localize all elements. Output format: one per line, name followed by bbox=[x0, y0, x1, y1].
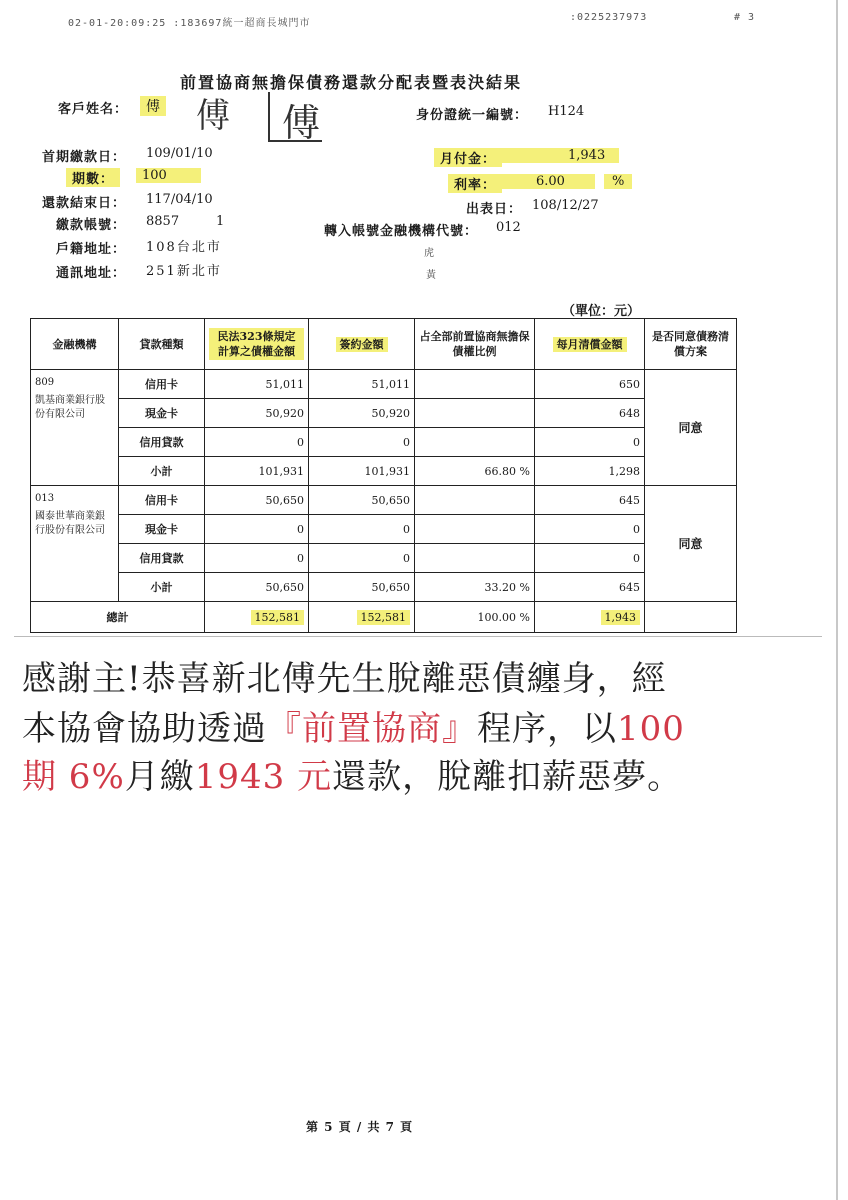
account-value: 8857 bbox=[146, 214, 180, 229]
banner-highlight-rate: 期 6% bbox=[22, 757, 125, 797]
header-monthly-text: 每月清償金額 bbox=[553, 337, 627, 352]
issue-date-value: 108/12/27 bbox=[532, 198, 599, 213]
fax-header-right: :0225237973 bbox=[570, 12, 648, 23]
ratio-cell bbox=[415, 428, 535, 457]
table-row bbox=[31, 370, 737, 399]
account-suffix: 1 bbox=[216, 214, 225, 229]
rate-label: 利率： bbox=[448, 174, 502, 193]
ratio-cell bbox=[415, 515, 535, 544]
end-date-value: 117/04/10 bbox=[146, 192, 213, 207]
total-contract-cell bbox=[309, 602, 415, 633]
banner-text-segment: 程序，以 bbox=[477, 709, 617, 749]
customer-name-value: 傅 bbox=[140, 96, 166, 116]
loan-type-cell: 小計 bbox=[119, 457, 205, 486]
banner-highlight-periods: 100 bbox=[617, 709, 685, 749]
contract-cell: 50,920 bbox=[309, 399, 415, 428]
banner-line-3 bbox=[22, 749, 682, 798]
loan-type-cell: 信用貸款 bbox=[119, 428, 205, 457]
table-row-total bbox=[31, 602, 737, 633]
first-pay-label: 首期繳款日： bbox=[42, 150, 127, 165]
bank-cell-013 bbox=[31, 486, 119, 602]
table-row-subtotal bbox=[31, 573, 737, 602]
first-pay-value: 109/01/10 bbox=[146, 146, 213, 161]
monthly-cell: 648 bbox=[535, 399, 645, 428]
bank-code-label: 轉入帳號金融機構代號： bbox=[324, 224, 479, 239]
table-row bbox=[31, 486, 737, 515]
total-monthly-cell bbox=[535, 602, 645, 633]
scan-edge bbox=[836, 0, 838, 1200]
mailing-label: 通訊地址： bbox=[56, 266, 127, 281]
loan-type-cell: 信用卡 bbox=[119, 370, 205, 399]
claim-cell: 0 bbox=[205, 515, 309, 544]
rate-unit: % bbox=[604, 174, 632, 189]
domicile-value: 108台北市 bbox=[146, 240, 222, 255]
monthly-pay-label: 月付金： bbox=[434, 148, 502, 167]
ratio-cell bbox=[415, 486, 535, 515]
periods-label: 期數： bbox=[66, 168, 120, 187]
id-label: 身份證統一編號： bbox=[416, 108, 529, 123]
banner-line-1-text: 感謝主!恭喜新北傅先生脫離惡債纏身，經 bbox=[22, 659, 667, 699]
contract-cell: 0 bbox=[309, 428, 415, 457]
monthly-cell: 645 bbox=[535, 486, 645, 515]
table-row bbox=[31, 428, 737, 457]
issue-date-label: 出表日： bbox=[466, 202, 523, 217]
contract-cell: 51,011 bbox=[309, 370, 415, 399]
header-claim-amount-text: 民法323條規定計算之債權金額 bbox=[209, 328, 304, 360]
fax-page-mark: # 3 bbox=[734, 12, 756, 23]
table-row bbox=[31, 515, 737, 544]
total-claim-cell bbox=[205, 602, 309, 633]
banner-text-segment: 還款，脫離扣薪惡夢。 bbox=[332, 757, 683, 797]
banner-line-2 bbox=[22, 701, 685, 750]
total-contract: 152,581 bbox=[357, 610, 411, 625]
header-contract-amount-text: 簽約金額 bbox=[336, 337, 388, 352]
monthly-cell: 0 bbox=[535, 515, 645, 544]
unit-label: （單位：元） bbox=[562, 304, 641, 319]
mailing-value: 251新北市 bbox=[146, 264, 222, 279]
signature-mark-1: 傅 bbox=[196, 96, 230, 136]
loan-type-cell: 現金卡 bbox=[119, 399, 205, 428]
claim-cell: 0 bbox=[205, 428, 309, 457]
signature-mark-2: 傅 bbox=[282, 101, 321, 145]
header-agree: 是否同意債務清償方案 bbox=[645, 319, 737, 370]
header-institution: 金融機構 bbox=[31, 319, 119, 370]
bank-code: 013 bbox=[35, 493, 55, 504]
monthly-cell: 645 bbox=[535, 573, 645, 602]
fax-header-left: 02-01-20:09:25 :183697統一超商長城門市 bbox=[68, 18, 311, 29]
ratio-cell bbox=[415, 544, 535, 573]
id-value: H124 bbox=[548, 104, 585, 119]
claim-cell: 50,650 bbox=[205, 486, 309, 515]
table-row bbox=[31, 544, 737, 573]
contract-cell: 50,650 bbox=[309, 573, 415, 602]
claim-cell: 51,011 bbox=[205, 370, 309, 399]
total-label: 總計 bbox=[31, 602, 205, 633]
loan-type-cell: 現金卡 bbox=[119, 515, 205, 544]
monthly-cell: 650 bbox=[535, 370, 645, 399]
bank-name: 凱基商業銀行股份有限公司 bbox=[35, 395, 105, 420]
header-claim-amount bbox=[205, 319, 309, 370]
agree-cell: 同意 bbox=[645, 370, 737, 486]
rate-value: 6.00 bbox=[498, 174, 595, 189]
allocation-table bbox=[30, 318, 737, 633]
monthly-cell: 1,298 bbox=[535, 457, 645, 486]
customer-name-label: 客戶姓名： bbox=[58, 102, 129, 117]
contract-cell: 0 bbox=[309, 544, 415, 573]
claim-cell: 101,931 bbox=[205, 457, 309, 486]
table-header-row bbox=[31, 319, 737, 370]
contract-cell: 101,931 bbox=[309, 457, 415, 486]
bank-name: 國泰世華商業銀行股份有限公司 bbox=[35, 511, 105, 536]
header-loan-type: 貸款種類 bbox=[119, 319, 205, 370]
monthly-pay-value: 1,943 bbox=[498, 148, 619, 163]
header-ratio: 占全部前置協商無擔保債權比例 bbox=[415, 319, 535, 370]
monthly-cell: 0 bbox=[535, 428, 645, 457]
header-monthly bbox=[535, 319, 645, 370]
account-label: 繳款帳號： bbox=[56, 218, 127, 233]
banner-highlight-amount: 1943 元 bbox=[194, 757, 333, 797]
table-row bbox=[31, 399, 737, 428]
ratio-cell: 33.20 % bbox=[415, 573, 535, 602]
ratio-cell: 66.80 % bbox=[415, 457, 535, 486]
agree-cell: 同意 bbox=[645, 486, 737, 602]
document-title: 前置協商無擔保債務還款分配表暨表決結果 bbox=[180, 73, 523, 92]
domicile-label: 戶籍地址： bbox=[56, 242, 127, 257]
bank-code-value: 012 bbox=[496, 220, 521, 235]
monthly-cell: 0 bbox=[535, 544, 645, 573]
loan-type-cell: 小計 bbox=[119, 573, 205, 602]
banner-text-segment: 本協會協助透過 bbox=[22, 709, 267, 749]
banner-line-1 bbox=[22, 651, 667, 700]
loan-type-cell: 信用貸款 bbox=[119, 544, 205, 573]
claim-cell: 50,920 bbox=[205, 399, 309, 428]
stamp-mark-2: 黃 bbox=[426, 270, 436, 281]
congratulation-banner bbox=[14, 636, 822, 795]
contract-cell: 50,650 bbox=[309, 486, 415, 515]
periods-value: 100 bbox=[136, 168, 201, 183]
ratio-cell bbox=[415, 370, 535, 399]
header-contract-amount bbox=[309, 319, 415, 370]
claim-cell: 0 bbox=[205, 544, 309, 573]
claim-cell: 50,650 bbox=[205, 573, 309, 602]
total-claim: 152,581 bbox=[251, 610, 305, 625]
loan-type-cell: 信用卡 bbox=[119, 486, 205, 515]
bank-code: 809 bbox=[35, 377, 55, 388]
stamp-mark-1: 虎 bbox=[424, 248, 434, 259]
total-monthly: 1,943 bbox=[601, 610, 641, 625]
total-agree-empty bbox=[645, 602, 737, 633]
banner-text-segment: 月繳 bbox=[124, 757, 195, 797]
page-footer: 第 5 頁 / 共 7 頁 bbox=[306, 1120, 414, 1134]
end-date-label: 還款結束日： bbox=[42, 196, 127, 211]
banner-highlight-process: 『前置協商』 bbox=[267, 709, 477, 749]
ratio-cell bbox=[415, 399, 535, 428]
bank-cell-809 bbox=[31, 370, 119, 486]
contract-cell: 0 bbox=[309, 515, 415, 544]
total-ratio: 100.00 % bbox=[415, 602, 535, 633]
table-row-subtotal bbox=[31, 457, 737, 486]
